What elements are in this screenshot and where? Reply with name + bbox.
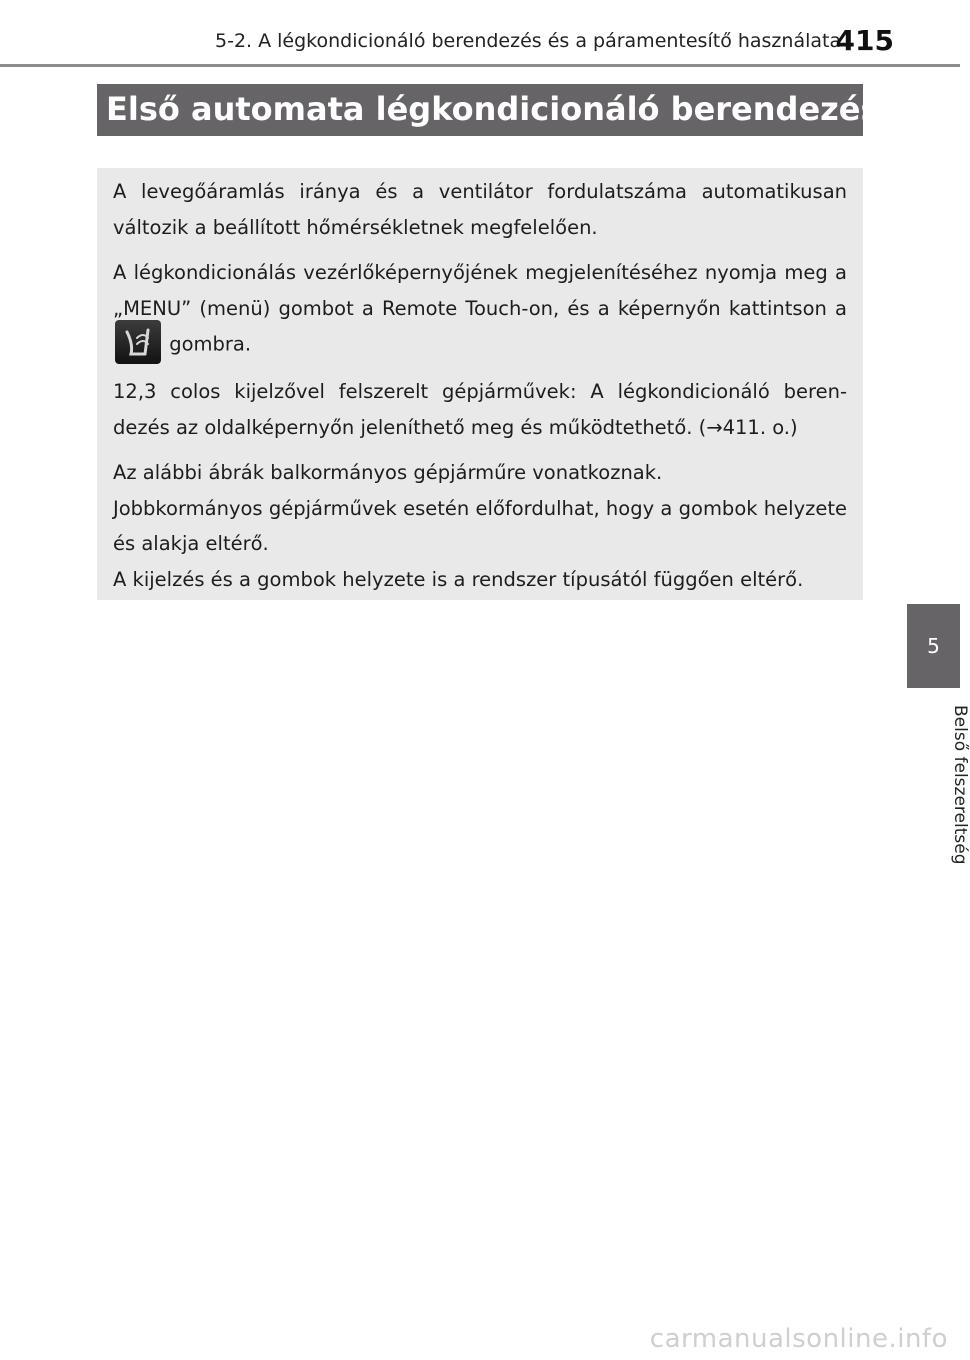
info-text-after-icon: gombra. (169, 332, 252, 356)
info-paragraph-menu (113, 255, 847, 364)
info-paragraph-system-type: A kijelzés és a gombok helyzete is a rendszer típusától függően eltérő. (113, 567, 804, 591)
header-divider (0, 64, 960, 67)
info-paragraph-display: 12,3 colos kijelzővel felszerelt gépjárművek: A légkondicionáló beren-dezés az oldalképernyőn jeleníthető meg és működtethető. (→411. o.) (113, 380, 847, 439)
info-text-before-icon: A légkondicionálás vezérlőképernyőjének megjelenítéséhez nyomja meg a „MENU” (menü) gombot a Remote Touch-on, és a képernyőn kattintson a (113, 261, 847, 320)
running-header-title: 5-2. A légkondicionáló berendezés és a páramentesítő használata (215, 30, 842, 52)
air-conditioning-icon (115, 320, 161, 364)
chapter-label: Belső felszereltség (950, 705, 970, 865)
info-box (97, 168, 863, 600)
watermark: carmanualsonline.info (649, 1324, 948, 1354)
section-title: Első automata légkondicionáló berendezés (97, 84, 863, 136)
info-paragraph-airflow: A levegőáramlás iránya és a ventilátor fordulatszáma automatikusan változik a beállított hőmérsékletnek megfelelően. (113, 180, 847, 239)
info-paragraph-rhd: Jobbkormányos gépjárművek esetén előfordulhat, hogy a gombok helyzete és alakja eltérő. (113, 496, 847, 555)
info-paragraph-lhd: Az alábbi ábrák balkormányos gépjárműre vonatkoznak. (113, 461, 663, 484)
page-number: 415 (835, 24, 894, 57)
chapter-number-tab: 5 (907, 604, 960, 688)
